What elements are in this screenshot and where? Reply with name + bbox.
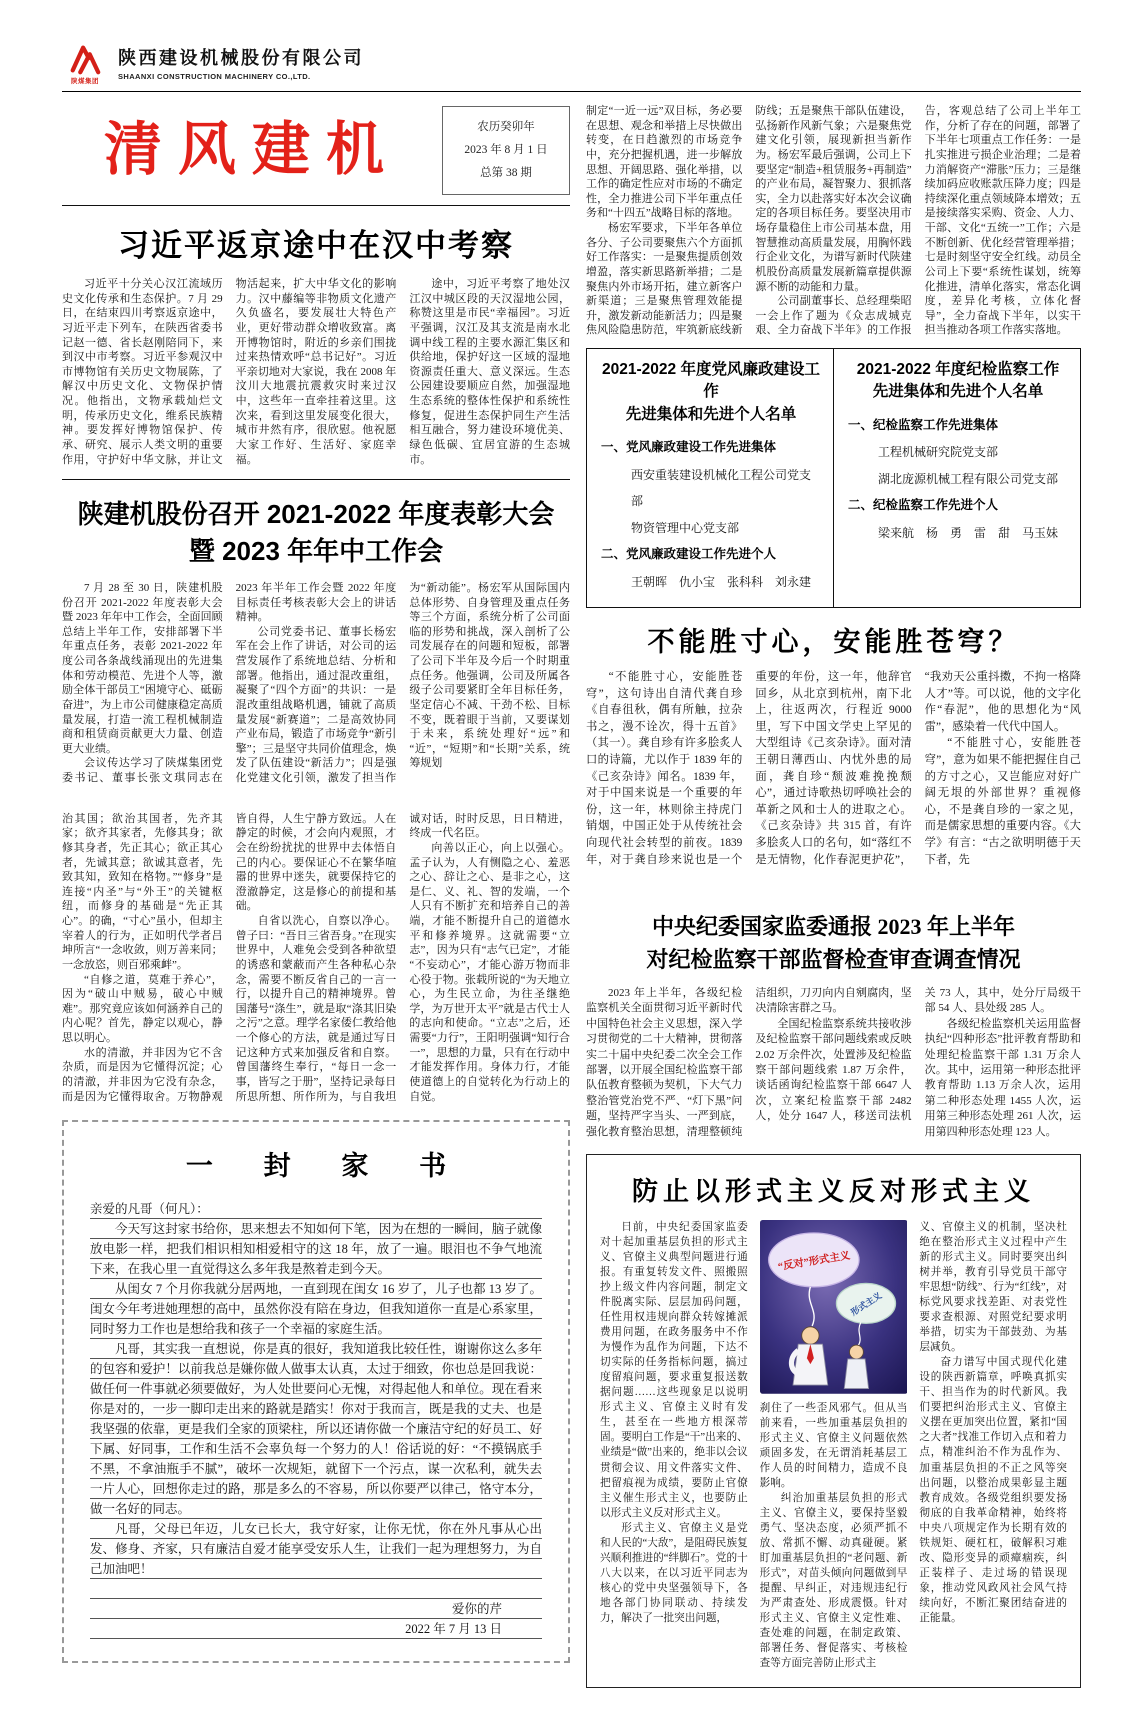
honor-section-heading: 一、纪检监察工作先进集体 xyxy=(848,417,999,432)
honor-section-heading: 二、纪检监察工作先进个人 xyxy=(848,498,999,513)
formalism-columns xyxy=(600,1220,1067,1671)
company-header xyxy=(62,42,1081,85)
issue-lunar-year: 农历癸卯年 xyxy=(477,121,535,133)
company-logo-icon xyxy=(66,42,104,76)
headline-annual-meeting-line1: 陕建机股份召开 2021-2022 年度表彰大会 xyxy=(77,499,555,530)
headline-annual-meeting-line2: 暨 2023 年年中工作会 xyxy=(188,535,444,566)
honor-list-title: 2021-2022 年度党风廉政建设工作 先进集体和先进个人名单 xyxy=(602,361,820,423)
fold-gap xyxy=(586,868,1081,894)
formalism-col-2 xyxy=(760,1220,908,1671)
issue-number: 总第 38 期 xyxy=(480,167,532,179)
logo-caption: 陕煤集团 xyxy=(71,78,99,85)
article-meeting-body-left: 7 月 28 至 30 日，陕建机股份召开 2021-2022 年度表彰大会暨 2023 年年中工作会，全面回顾总结上半年工作，安排部署下半年重点任务，表彰 2021-2022 年度公司各条战线涌现出的先进集体和劳动模范、先进个人等，激励全体干部员工“困境守心、砥砺奋进”，为上市公司健康稳定高质量发展，打造一流工程机械制造商和租赁商贡献更大力量、创造更大业绩。 会议传达学习了陕煤集团党委书记、董事长张文琪同志在 2023 年半年工作会暨 2022 年度目标责任考核表彰大会上的讲话精神。 公司党委书记、董事长杨宏军在会上作了讲话，对公司的运营发展作了系统地总结、分析和部署。他指出，通过混改重组，凝聚了“四个方面”的共识：一是混改重组战略机遇，铺就了高质量发展“新赛道”；二是高效协同产业布局，锻造了市场竞争“新引擎”；三是坚守共同价值理念，焕发了队伍建设“新活力”；四是强化党建文化引领，激发了担当作为“新动能”。杨宏军从国际国内总体形势、自身管理及重点任务等三个方面，系统分析了公司面临的形势和挑战，深入剖析了公司发展存在的问题和短板，部署了公司下半年及今后一个时期重点任务。他强调，公司及所属各级子公司要紧盯全年目标任务，坚定信心不减、干劲不松、目标不变，既着眼于当前，又要谋划于未来，系统处理好“远”和“近”，“短期”和“长期”关系，统筹规划 xyxy=(62,581,570,785)
formalism-cartoon-illustration xyxy=(760,1220,908,1394)
letter-greeting: 亲爱的凡哥（何凡）： xyxy=(90,1202,209,1217)
company-name-cn: 陕西建设机械股份有限公司 xyxy=(118,48,364,68)
letter-signature-name: 爱你的芹 xyxy=(451,1602,502,1617)
honor-item: 梁来航 杨 勇 雷 甜 马玉妹 xyxy=(878,525,1059,540)
company-name-en: SHAANXI CONSTRUCTION MACHINERY CO.,LTD. xyxy=(118,72,311,81)
honor-item: 王朝晖 仇小宝 张科科 刘永建 xyxy=(631,574,812,589)
article-heart-body: “不能胜寸心，安能胜苍穹”，这句诗出自清代龚自珍《自春徂秋，偶有所触，拉杂书之，漫不诠次，得十五首》（其一）。龚自珍有许多脍炙人口的诗篇，尤以作于 1839 年的《己亥杂诗》闻名。1839 年，对于中国来说是一个重要的年份，这一年，林则徐主持虎门销烟，中国正处于从传统社会向现代社会转型的前夜。1839 年，对于龚自珍来说也是一个重要的年份，这一年，他辞官回乡，从北京到杭州，南下北上，往返两次，行程近 9000 里，写下中国文学史上罕见的大型组诗《己亥杂诗》。面对清王朝日薄西山、内忧外患的局面，龚自珍“颓波难挽挽颓心”，通过诗歌热切呼唤社会的革新之风和士人的进取之心。《己亥杂诗》共 315 首，有许多脍炙人口的名句，如“落红不是无情物，化作春泥更护花”，“我劝天公重抖擞，不拘一格降人才”等。可以说，他的文字化作“春泥”，他的思想化为“风雷”，感染着一代代中国人。 “不能胜寸心，安能胜苍穹”，意为如果不能把握住自己的方寸之心，又岂能应对好广阔无垠的外部世界？重视修心，不是龚自珍的一家之见，而是儒家思想的重要内容。《大学》有言：“古之欲明明德于天下者，先 xyxy=(586,670,1081,866)
company-logo xyxy=(62,42,108,85)
honor-item: 工程机械研究院党支部 xyxy=(878,445,999,460)
letter-paragraphs: 今天写这封家书给你，思来想去不知如何下笔，因为在想的一瞬间，脑子就像放电影一样，把我们相识相知相爱相守的这 18 年，放了一遍。眼泪也不争气地流下来，在我心里一直觉得这么多年我是熬着走到今天。 从闺女 7 个月你我就分居两地，一直到现在闺女 16 岁了，儿子也都 13 岁了。闺女今年考进她理想的高中，虽然你没有陪在身边，但我知道你一直是心系家里，同时努力工作也是想给我和孩子一个幸福的家庭生活。 凡哥，其实我一直想说，你是真的很好，我知道我比较任性，谢谢你这么多年的包容和爱护！以前我总是嫌你做人做事太认真，太过于细致，你也总是回我说：做任何一件事就必须要做好，为人处世要问心无愧，对得起他人和单位。现在看来你是对的，一步一脚印走出来的路就是踏实！你对于我而言，既是我的丈夫、也是我坚强的依靠，更是我们全家的顶梁柱，所以还请你做一个廉洁守纪的好员工、好下属、好同事，工作和生活不会辜负每一个努力的人！俗话说的好：“不摸锅底手不黑，不拿油瓶手不腻”，破坏一次规矩，就留下一个污点，谋一次私利，就失去一片人心，回想你走过的路，那是多么的不容易，所以你要严以律己，恪守本分，做一名好的同志。 凡哥，父母已年迈，儿女已长大，我守好家，让你无忧，你在外凡事从心出发、修身、齐家，只有廉洁自爱才能享受安乐人生，让我们一起为理想努力，为自己加油吧！ xyxy=(90,1222,542,1577)
headline-annual-meeting xyxy=(62,496,570,569)
article-ccdi-body: 2023 年上半年，各级纪检监察机关全面贯彻习近平新时代中国特色社会主义思想，深入学习贯彻党的二十大精神，贯彻落实二十届中央纪委二次全会工作部署，以开展全国纪检监察干部队伍教育整顿为契机，下大气力整治管党治党不严、“灯下黑”问题，坚持严字当头、一严到底，强化教育整治思想，清理整顿纯洁组织，刀刃向内自剜腐肉，坚决清除害群之马。 全国纪检监察系统共接收涉及纪检监察干部问题线索或反映 2.02 万余件次，处置涉及纪检监察干部问题线索 1.87 万余件，谈话函询纪检监察干部 6647 人次，立案纪检监察干部 2482 人，处分 1647 人，移送司法机关 73 人，其中，处分厅局级干部 54 人、县处级 285 人。 各级纪检监察机关运用监督执纪“四种形态”批评教育帮助和处理纪检监察干部 1.31 万余人次。其中，运用第一种形态批评教育帮助 1.13 万余人次，运用第二种形态处理 1455 人次，运用第三种形态处理 261 人次，运用第四种形态处理 123 人。 xyxy=(586,987,1081,1138)
divider xyxy=(62,205,570,206)
formalism-col-2-text: 刹住了一些歪风邪气。但从当前来看，一些加重基层负担的形式主义、官僚主义问题依然顽固多发，在无谓消耗基层工作人员的时间精力，造成不良影响。 纠治加重基层负担的形式主义、官僚主义，要保持坚毅勇气、坚决态度，必须严抓不放、常抓不懈、动真碰硬。紧盯加重基层负担的“老问题、新形式”，对苗头倾向问题做到早提醒、早纠正，对违规违纪行为严肃查处、形成震慑。针对形式主义、官僚主义定性难、查处难的问题，在制定政策、部署任务、督促落实、考核检查等方面完善防止形式主 xyxy=(759,1402,908,1670)
headline-heart-essay: 不能胜寸心，安能胜苍穹？ xyxy=(647,626,1020,657)
headline-ccdi-line2: 对纪检监察干部监督检查审查调查情况 xyxy=(646,947,1021,973)
honor-section-heading: 一、党风廉政建设工作先进集体 xyxy=(601,440,777,455)
masthead-title: 清风建机 xyxy=(103,117,400,183)
headline-ccdi-line1: 中央纪委国家监委通报 2023 年上半年 xyxy=(651,914,1015,940)
honor-section-heading: 二、党风廉政建设工作先进个人 xyxy=(601,547,777,562)
headline-ccdi-report xyxy=(586,910,1081,976)
honor-item: 湖北庞源机械工程有限公司党支部 xyxy=(878,471,1059,486)
left-column-group xyxy=(62,92,570,1688)
right-column-group xyxy=(586,92,1081,1688)
headline-xi-inspection: 习近平返京途中在汉中考察 xyxy=(118,228,514,263)
family-letter-title: 一 封 家 书 xyxy=(185,1151,469,1182)
formalism-col-1: 日前，中央纪委国家监委对十起加重基层负担的形式主义、官僚主义典型问题进行通报。有重复转发文件、照搬照抄上级文件内容问题，制定文件脱离实际、层层加码问题，任性用权违规向群众转嫁摊派费用问题，在政务服务中不作为慢作为乱作为问题，下达不切实际的任务指标问题，搞过度留痕问题，要求重复报送数据问题……这些现象足以说明形式主义、官僚主义时有发生，甚至在一些地方根深蒂固。要明白工作是“干”出来的、业绩是“做”出来的，绝非以会议贯彻会议、用文件落实文件、把留痕视为成绩，要防止官僚主义催生形式主义，也要防止以形式主义反对形式主义。 形式主义、官僚主义是党和人民的“大敌”，是阻碍民族复兴顺利推进的“绊脚石”。党的十八大以来，在以习近平同志为核心的党中央坚强领导下，各地各部门协同联动、持续发力，解决了一批突出问题， xyxy=(600,1222,748,1624)
letter-signature-date: 2022 年 7 月 13 日 xyxy=(405,1622,502,1637)
family-letter-body xyxy=(90,1199,542,1639)
article-xi-body: 习近平十分关心汉江流域历史文化传承和生态保护。7 月 29 日，在结束四川考察返京途中，习近平走下列车，在陕西省委书记赵一德、省长赵刚陪同下，来到汉中市考察。习近平参观汉中市博物馆有关历史文物展陈，了解汉中历史文化、文物保护情况。他指出，文物承载灿烂文明，传承历史文化，维系民族精神。要发挥好博物馆保护、传承、研究、展示人类文明的重要作用，守护好中华文脉，并让文物活起来，扩大中华文化的影响力。汉中藤编等非物质文化遗产久负盛名，要发展壮大特色产业，更好带动群众增收致富。离开博物馆时，附近的乡亲们围拢过来热情欢呼“总书记好”。习近平亲切地对大家说，我在 2008 年汶川大地震抗震救灾时来过汉中，这些年一直牵挂着这里。这次来，看到这里发展变化很大，城市井然有序，很欣慰。他祝愿大家工作好、生活好、家庭幸福。 途中，习近平考察了地处汉江汉中城区段的天汉湿地公园，称赞这里是市民“幸福园”。习近平强调，汉江及其支流是南水北调中线工程的主要水源汇集区和供给地，保护好这一区域的湿地资源责任重大、意义深远。生态公园建设要顺应自然，加强湿地生态系统的整体性保护和系统性修复，促进生态保护同生产生活相互融合，努力建设环境优美、绿色低碳、宜居宜游的生态城市。 xyxy=(62,278,570,466)
honor-list-party-conduct xyxy=(586,349,833,607)
company-names xyxy=(118,42,364,81)
fold-gap xyxy=(62,786,570,812)
article-heart-continuation: 治其国；欲治其国者，先齐其家；欲齐其家者，先修其身；欲修其身者，先正其心；欲正其心者，先诚其意；欲诚其意者，先致其知，致知在格物。”“修身”是连接“内圣”与“外王”的关键枢纽，而修身的基础是“先正其心”。的确，“寸心”虽小，但却主宰着人的行为，正如明代学者吕坤所言“一念收敛，则万善来同；一念放恣，则百邪乘衅”。 “自修之道，莫难于养心”，因为“破山中贼易，破心中贼难”。那究竟应该如何涵养自己的内心呢？首先，静定以观心，静思以明心。 水的清澈，并非因为它不含杂质，而是因为它懂得沉淀；心的清澈，并非因为它没有杂念，而是因为它懂得取舍。万物静观皆自得，人生宁静方致远。人在静定的时候，才会向内观照，才会在纷纷扰扰的世界中去体悟自己的内心。要保证心不在繁华喧嚣的世界中迷失，就要保持它的澄澈静定，这是修心的前提和基础。 自省以洗心，自察以净心。曾子曰：“吾日三省吾身。”在现实世界中，人难免会受到各种欲望的诱惑和蒙蔽而产生各种私心杂念，需要不断反省自己的一言一行，以提升自己的精神境界。曾国藩号“涤生”，就是取“涤其旧染之污”之意。理学名家倭仁教给他一个修心的方法，就是通过写日记这种方式来加强反省和自察。曾国藩终生奉行，“每日一念一事，皆写之于册”，坚持记录每日所思所想、所作所为，与自我坦诚对话，时时反思，日日精进，终成一代名臣。 向善以正心，向上以强心。孟子认为，人有恻隐之心、羞恶之心、辞让之心、是非之心，这是仁、义、礼、智的发端，一个人只有不断扩充和培养自己的善端，才能不断提升自己的道德水平和修养境界。这就需要“立志”，因为只有“志气已定”，才能“不妄动心”，才能心游万物而非心役于物。张载所说的“为天地立心，为生民立命，为往圣继绝学，为万世开太平”就是古代士人的志向和使命。“立志”之后，还需要“力行”，王阳明强调“知行合一”，思想的力量，只有在行动中才能发挥作用。身体力行，才能使道德上的自觉转化为行动上的自觉。 xyxy=(62,812,570,1103)
honor-item: 物资管理中心党支部 xyxy=(631,520,740,535)
issue-info-box xyxy=(442,106,570,195)
honor-item: 西安重装建设机械化工程公司党支部 xyxy=(631,467,812,509)
honor-lists-table xyxy=(586,348,1081,608)
family-letter-box xyxy=(62,1120,570,1663)
article-meeting-body-right: 制定“一近一远”双目标，务必要在思想、观念和举措上尽快做出转变，在日趋激烈的市场竞争中，充分把握机遇，进一步解放思想、开阔思路、强化举措，以工作的确定性应对市场的不确定性，全力推进公司下半年重点任务和“十四五”战略目标的落地。 杨宏军要求，下半年各单位各分、子公司要聚焦六个方面抓好工作落实：一是聚焦提质创效增盈，落实新思路新举措；二是聚焦内外市场开拓，建立新客户新渠道；三是聚焦管理效能提升，激发新动能新活力；四是聚焦风险隐患防范，牢筑新底线新防线；五是聚焦干部队伍建设，弘扬新作风新气象；六是聚焦党建文化引领，展现新担当新作为。杨宏军最后强调，公司上下要坚定“制造+租赁服务+再制造”的产业布局，凝智聚力、狠抓落实，全力以赴落实好本次会议确定的各项目标任务。要坚决用市场存量稳住上市公司基本盘，用智慧推动高质量发展，用胸怀践行企业文化，为谱写新时代陕建机股份高质量发展新篇章提供源源不断的动能和力量。 公司副董事长、总经理柴昭一会上作了题为《众志成城克艰、全力奋战下半年》的工作报告，客观总结了公司上半年工作，分析了存在的问题，部署了下半年七项重点工作任务：一是扎实推进亏损企业治理；二是着力消解资产“滞胀”压力；三是继续加码应收账款压降力度；四是持续深化重点领域降本增效；五是接续落实采购、资金、人力、干部、文化“五统一”工作；六是不断创新、优化经营管理举措；七是时刻坚守安全红线。动员全公司上下要“系统性谋划，统筹化推进，清单化落实，常态化调度，差异化考核，立体化督导”，全力奋战下半年，以实干担当推动各项工作落实落地。 xyxy=(586,105,1081,337)
divider xyxy=(62,479,570,480)
balloon-anti-formalism-label: “反对”形式主义 xyxy=(776,1250,851,1273)
honor-list-title: 2021-2022 年度纪检监察工作 先进集体和先进个人名单 xyxy=(856,361,1060,401)
honor-list-discipline-inspection xyxy=(833,349,1081,607)
masthead xyxy=(62,106,570,195)
issue-date: 2023 年 8 月 1 日 xyxy=(464,144,548,156)
formalism-article-box xyxy=(586,1154,1081,1688)
page-content xyxy=(62,92,1081,1688)
balloon-formalism-label: 形式主义 xyxy=(848,1290,884,1318)
formalism-col-3: 义、官僚主义的机制，坚决杜绝在整治形式主义过程中产生新的形式主义。同时要突出纠树并举，教育引导党员干部守牢思想“防线”、行为“红线”，对标党风要求找差距、对表党性要求查根源、对照党纪要求明举措，切实为干部鼓劲、为基层减负。 奋力谱写中国式现代化建设的陕西新篇章，呼唤真抓实干、担当作为的时代新风。我们要把纠治形式主义、官僚主义摆在更加突出位置，紧扣“国之大者”找准工作切入点和着力点，精准纠治不作为乱作为、加重基层负担的不正之风等突出问题，以整治成果彰显主题教育成效。各级党组织要发扬彻底的自我革命精神，始终将中央八项规定作为长期有效的铁规矩、硬杠杠，破解积习难改、隐形变异的顽瘴痼疾，纠正装样子、走过场的错误现象，推动党风政风社会风气持续向好，不断汇聚团结奋进的正能量。 xyxy=(919,1222,1068,1624)
headline-formalism: 防止以形式主义反对形式主义 xyxy=(631,1177,1035,1206)
letter-blank-line xyxy=(90,1579,542,1599)
